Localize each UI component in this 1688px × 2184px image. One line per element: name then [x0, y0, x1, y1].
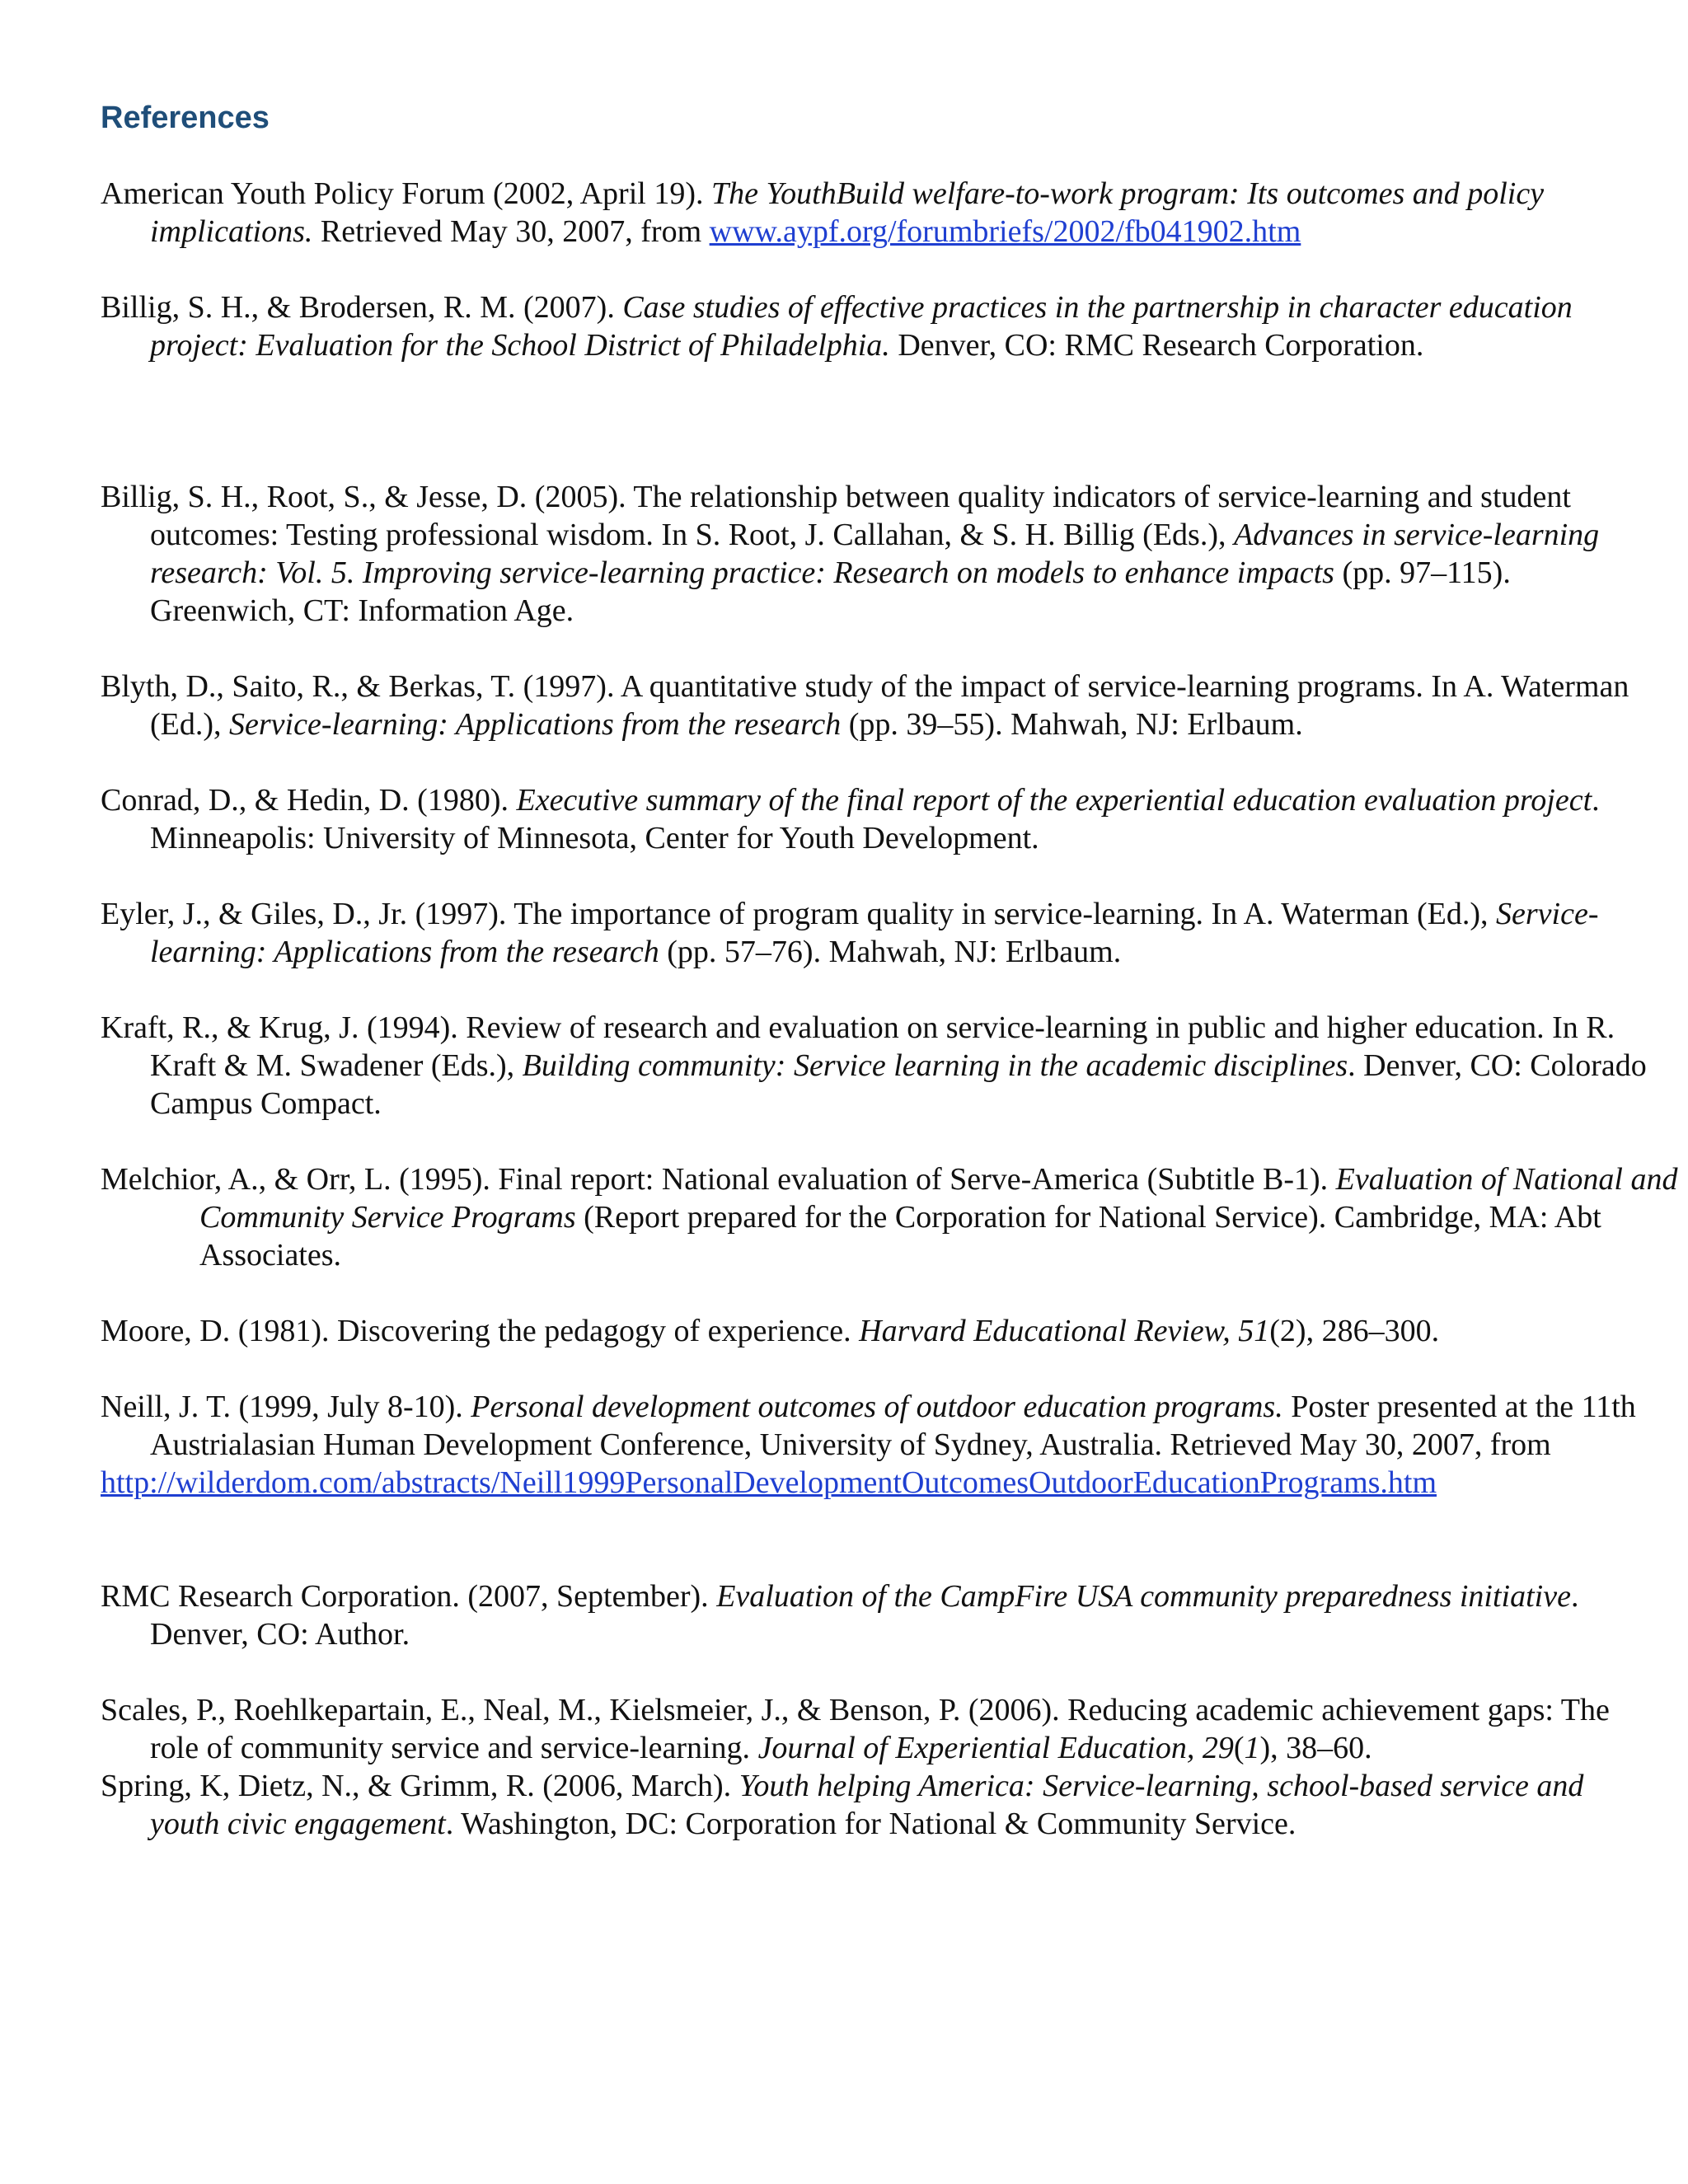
reference-title: The YouthBuild welfare-to-work program: Its outcomes and policy implications. — [150, 176, 1545, 249]
reference-text: Blyth, D., Saito, R., & Berkas, T. (1997). A quantitative study of the impact of service-learning programs. In A. Waterman (Ed.), — [101, 669, 1629, 742]
reference-text: Conrad, D., & Hedin, D. (1980). — [101, 783, 517, 818]
reference-text: . Denver, CO: Colorado Campus Compact. — [150, 1048, 1647, 1121]
reference-entry — [101, 781, 1658, 857]
reference-text: Scales, P., Roehlkepartain, E., Neal, M., Kielsmeier, J., & Benson, P. (2006). Reducing academic achievement gaps: The role of community service and service-learning. — [101, 1693, 1610, 1765]
reference-text: Eyler, J., & Giles, D., Jr. (1997). The importance of program quality in service-learning. In A. Waterman (Ed.), — [101, 897, 1497, 931]
reference-title: Advances in service-learning research: Vol. 5. Improving service-learning practice: Research on models to enhance impacts — [150, 518, 1600, 590]
reference-text: Kraft, R., & Krug, J. (1994). Review of research and evaluation on service-learning in public and higher education. In R. Kraft & M. Swadener (Eds.), — [101, 1010, 1615, 1083]
reference-entry — [101, 1388, 1658, 1502]
reference-title: Personal development outcomes of outdoor education programs. — [471, 1390, 1283, 1424]
reference-text: Retrieved May 30, 2007, from — [312, 214, 710, 249]
reference-link[interactable]: http://wilderdom.com/abstracts/Neill1999PersonalDevelopmentOutcomesOutdoorEducationPrograms.htm — [101, 1465, 1437, 1500]
reference-link[interactable]: www.aypf.org/forumbriefs/2002/fb041902.htm — [709, 214, 1301, 249]
reference-text: (2), 286–300. — [1269, 1314, 1440, 1348]
reference-text: . Washington, DC: Corporation for National & Community Service. — [445, 1807, 1296, 1841]
reference-entry — [101, 1160, 1688, 1274]
reference-title: Evaluation of the CampFire USA community preparedness initiative — [716, 1579, 1571, 1614]
reference-entry — [101, 175, 1658, 251]
reference-text: American Youth Policy Forum (2002, April 19). — [101, 176, 711, 211]
reference-title: Building community: Service learning in the academic disciplines — [522, 1048, 1348, 1083]
reference-text: Denver, CO: RMC Research Corporation. — [889, 328, 1424, 363]
reference-text: (pp. 39–55). Mahwah, NJ: Erlbaum. — [841, 707, 1303, 742]
reference-entry — [101, 478, 1658, 630]
reference-title: Evaluation of National and Community Service Programs — [199, 1162, 1678, 1235]
reference-entry — [101, 668, 1658, 743]
reference-entry — [101, 1767, 1658, 1843]
reference-title: Journal of Experiential Education, 29 — [757, 1731, 1234, 1765]
reference-text: Spring, K, Dietz, N., & Grimm, R. (2006, March). — [101, 1769, 739, 1803]
reference-entry — [101, 1009, 1658, 1122]
reference-entry — [101, 288, 1658, 364]
reference-title: Service-learning: Applications from the research — [229, 707, 842, 742]
reference-entry — [101, 895, 1658, 971]
reference-text: . Denver, CO: Author. — [150, 1579, 1579, 1652]
reference-title: Service-learning: Applications from the research — [150, 897, 1599, 969]
reference-text: ), 38–60. — [1259, 1731, 1372, 1765]
reference-text: (pp. 97–115). Greenwich, CT: Information Age. — [150, 555, 1511, 628]
reference-entry — [101, 1577, 1658, 1653]
reference-entry — [101, 1312, 1658, 1350]
reference-title: Youth helping America: Service-learning, school-based service and youth civic engagement — [150, 1769, 1584, 1841]
reference-issue: 1 — [1244, 1731, 1260, 1765]
reference-text: Moore, D. (1981). Discovering the pedagogy of experience. — [101, 1314, 860, 1348]
reference-title: Executive summary of the final report of the experiential education evaluation project — [516, 783, 1592, 818]
reference-text: Billig, S. H., & Brodersen, R. M. (2007). — [101, 290, 623, 325]
reference-text: Melchior, A., & Orr, L. (1995). Final report: National evaluation of Serve-America (Subtitle B-1). — [101, 1162, 1336, 1197]
reference-text: Neill, J. T. (1999, July 8-10). — [101, 1390, 471, 1424]
reference-title: Case studies of effective practices in the partnership in character education project: Evaluation for the School District of Philadelphia. — [150, 290, 1573, 363]
reference-entry — [101, 1691, 1658, 1767]
reference-text: (pp. 57–76). Mahwah, NJ: Erlbaum. — [659, 935, 1122, 969]
reference-text: Billig, S. H., Root, S., & Jesse, D. (2005). The relationship between quality indicators of service-learning and student outcomes: Testing professional wisdom. In S. Root, J. Callahan, & S. H. Billig (Eds.), — [101, 480, 1571, 552]
reference-title: Harvard Educational Review, 51 — [859, 1314, 1270, 1348]
reference-text: RMC Research Corporation. (2007, September). — [101, 1579, 717, 1614]
reference-text: . Minneapolis: University of Minnesota, Center for Youth Development. — [150, 783, 1600, 855]
references-heading: References — [101, 101, 270, 135]
reference-text: Poster presented at the 11th Austrialasian Human Development Conference, University of Sydney, Australia. Retrieved May 30, 2007, from — [150, 1390, 1636, 1462]
reference-text: ( — [1233, 1731, 1245, 1765]
reference-text: (Report prepared for the Corporation for National Service). Cambridge, MA: Abt Associates. — [199, 1200, 1601, 1272]
